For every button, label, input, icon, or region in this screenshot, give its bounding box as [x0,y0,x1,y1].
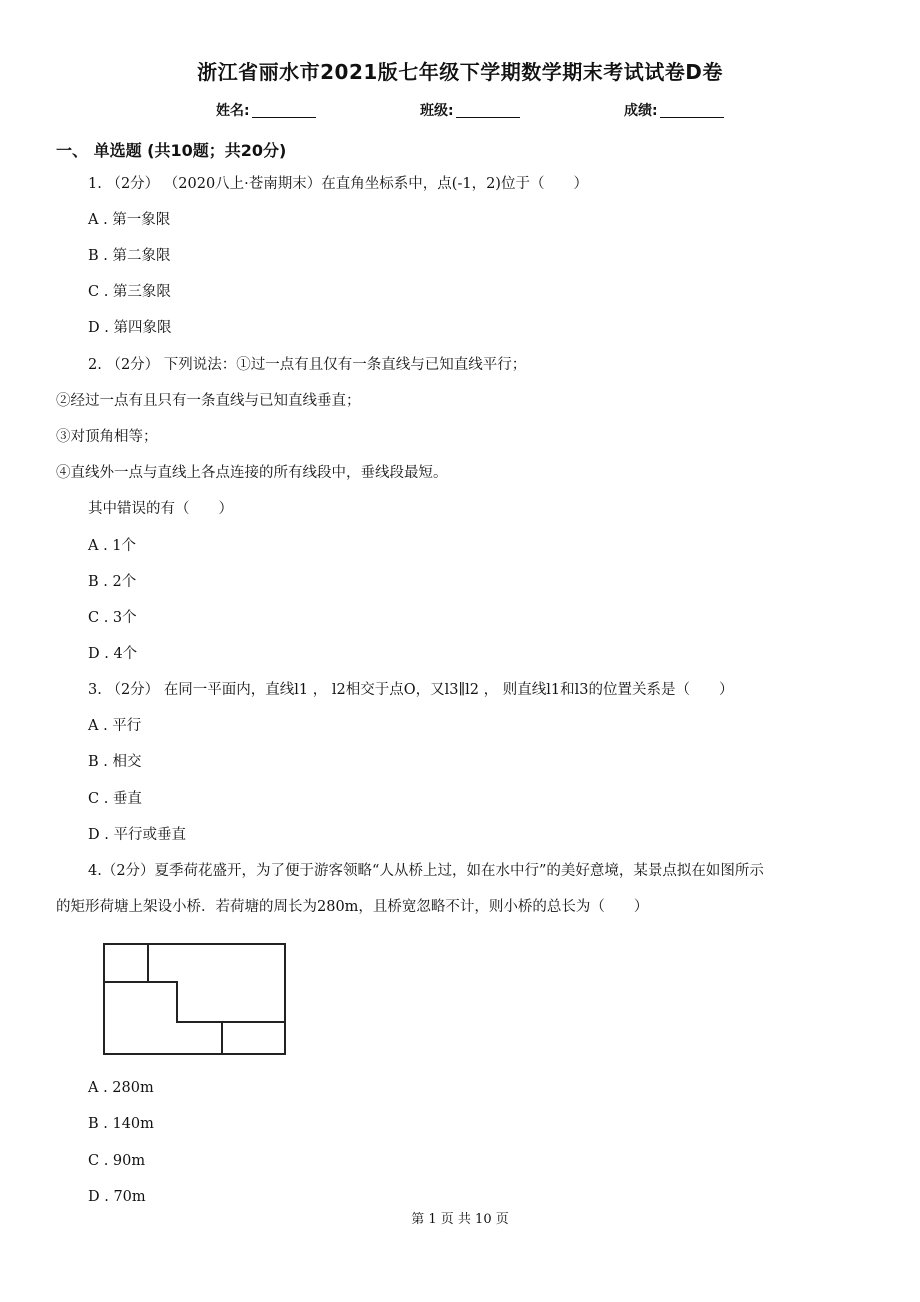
question-3-stem: 3. （2分） 在同一平面内，直线l1 ， l2相交于点O，又l3∥l2 ， 则直线l1和l3的位置关系是（ ） [88,682,734,698]
question-3-option-a[interactable]: A . 平行 [88,718,142,734]
class-label: 班级: [420,103,454,119]
question-4-option-a[interactable]: A . 280m [88,1080,154,1096]
question-1-option-c[interactable]: C . 第三象限 [88,284,171,300]
question-2-ask: 其中错误的有（ ） [88,501,233,517]
name-label: 姓名: [216,103,250,119]
score-label: 成绩: [624,103,658,119]
question-2-statement-4: ④直线外一点与直线上各点连接的所有线段中，垂线段最短。 [56,465,448,481]
question-3-option-b[interactable]: B . 相交 [88,754,142,770]
question-1-option-b[interactable]: B . 第二象限 [88,248,171,264]
class-field [420,100,520,120]
question-2-statement-2: ②经过一点有且只有一条直线与已知直线垂直； [56,393,361,409]
question-2-option-a[interactable]: A . 1个 [88,538,137,554]
exam-title: 浙江省丽水市2021版七年级下学期数学期末考试试卷D卷 [197,60,723,84]
question-1-option-a[interactable]: A . 第一象限 [88,212,171,228]
pond-bridge-figure [102,942,288,1058]
question-2-stem: 2. （2分） 下列说法：①过一点有且仅有一条直线与已知直线平行； [88,357,527,373]
question-4-stem: 4.（2分）夏季荷花盛开，为了便于游客领略“人从桥上过，如在水中行”的美好意境，某景点拟在如图所示 [88,863,764,879]
question-4-stem-continued: 的矩形荷塘上架设小桥．若荷塘的周长为280m，且桥宽忽略不计，则小桥的总长为（ ） [56,899,649,915]
bridge-path [104,982,285,1022]
question-3-option-d[interactable]: D . 平行或垂直 [88,827,186,843]
question-2-option-b[interactable]: B . 2个 [88,574,137,590]
score-field [624,100,724,120]
question-1-option-d[interactable]: D . 第四象限 [88,320,172,336]
page-footer: 第 1 页 共 10 页 [411,1212,509,1227]
question-4-option-b[interactable]: B . 140m [88,1116,154,1132]
question-3-option-c[interactable]: C . 垂直 [88,791,142,807]
question-2-statement-3: ③对顶角相等； [56,429,158,445]
section-title: 一、 单选题 (共10题；共20分) [56,141,287,160]
question-2-option-c[interactable]: C . 3个 [88,610,137,626]
score-blank[interactable] [660,103,724,118]
name-field [216,100,316,120]
question-4-option-d[interactable]: D . 70m [88,1189,146,1205]
question-4-option-c[interactable]: C . 90m [88,1153,146,1169]
question-2-option-d[interactable]: D . 4个 [88,646,138,662]
class-blank[interactable] [456,103,520,118]
question-1-stem: 1. （2分） （2020八上·苍南期末）在直角坐标系中，点(-1，2)位于（ ） [88,176,588,192]
pond-outline [104,944,285,1054]
name-blank[interactable] [252,103,316,118]
